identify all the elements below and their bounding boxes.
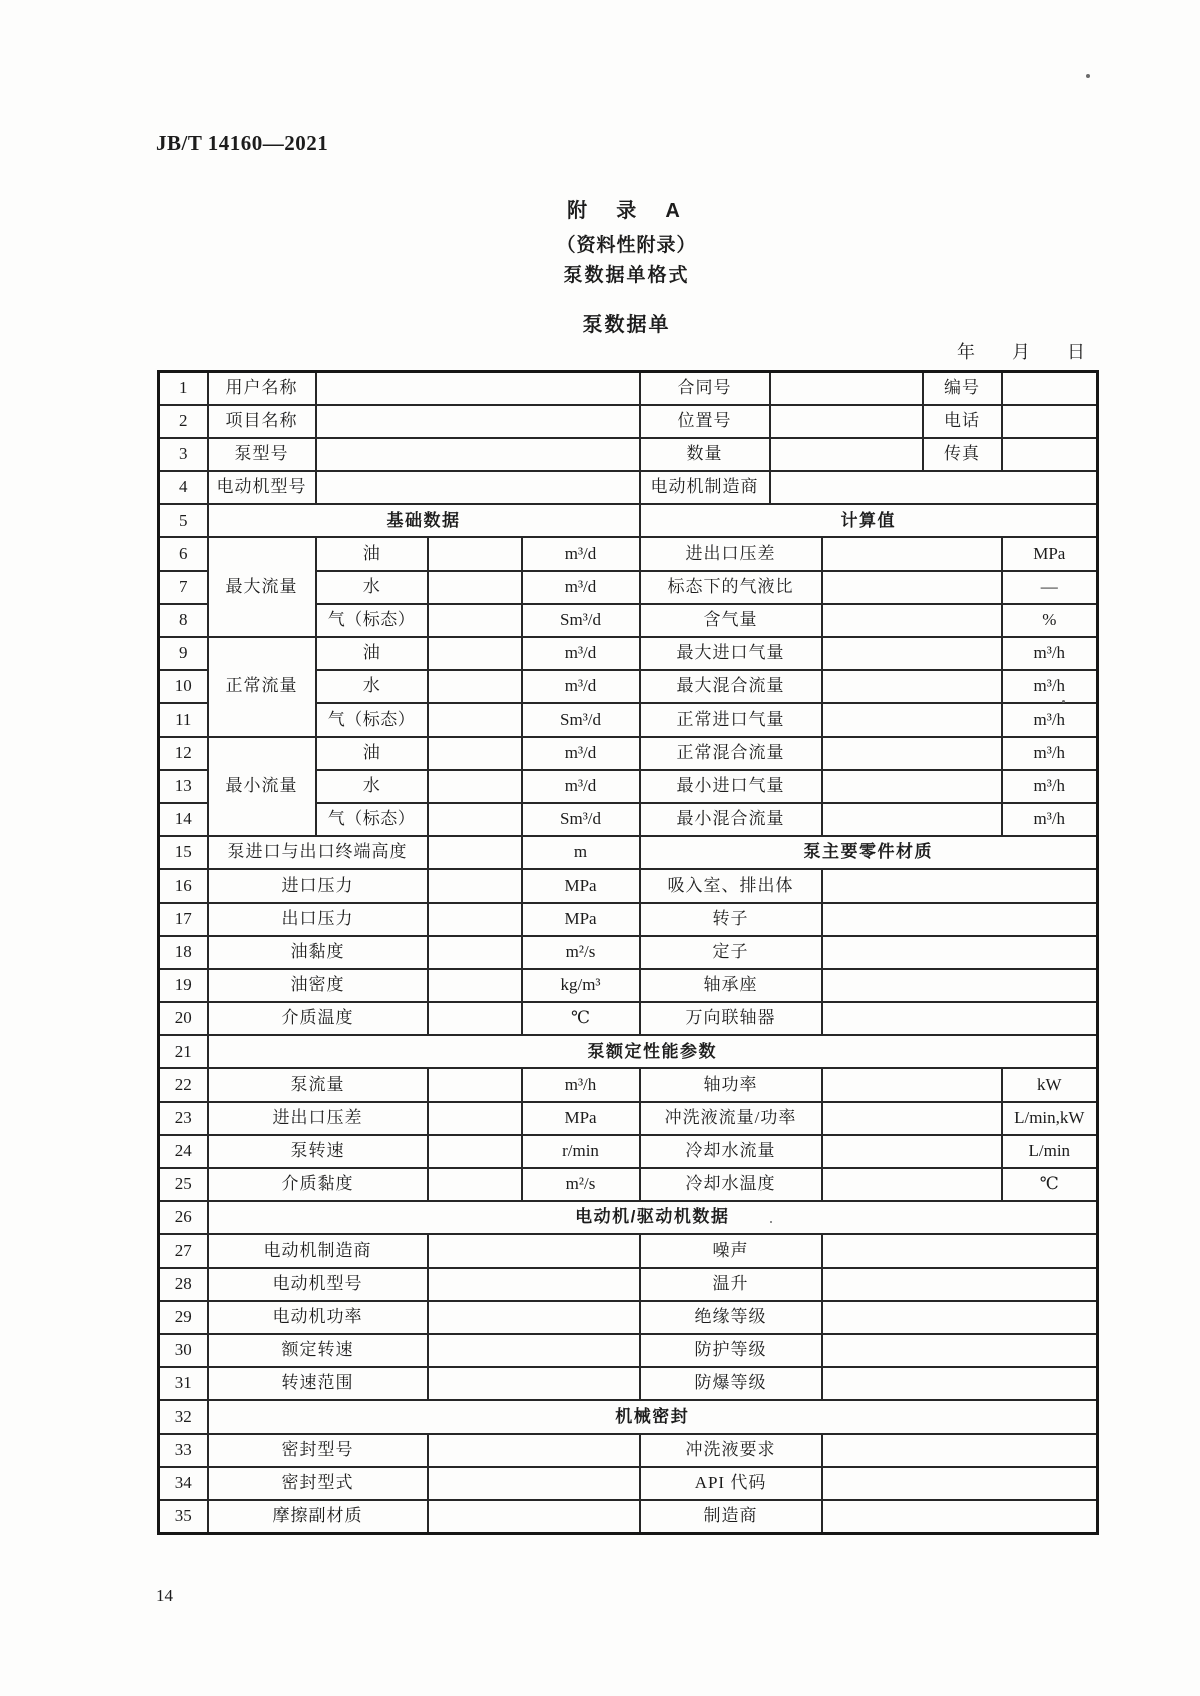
table-row [159, 1234, 1098, 1267]
field-value [428, 1334, 640, 1367]
row-number: 1 [159, 372, 208, 405]
table-row [159, 1135, 1098, 1168]
field-label: 用户名称 [208, 372, 316, 405]
field-value [822, 1301, 1098, 1334]
unit-label: m³/d [522, 770, 640, 803]
field-value [428, 1367, 640, 1400]
unit-label: Sm³/d [522, 703, 640, 736]
sub-label: 气（标态） [316, 703, 428, 736]
field-value [822, 903, 1098, 936]
field-label: 万向联轴器 [640, 1002, 822, 1035]
field-value [428, 869, 522, 902]
field-value [428, 903, 522, 936]
field-value [770, 405, 923, 438]
field-value [770, 471, 1098, 504]
table-row [159, 1334, 1098, 1367]
field-value [428, 1234, 640, 1267]
field-value [822, 803, 1002, 836]
row-number: 20 [159, 1002, 208, 1035]
table-row [159, 1068, 1098, 1101]
unit-label: Sm³/d [522, 604, 640, 637]
section-header: 机械密封 [208, 1400, 1098, 1433]
field-label: 正常进口气量 [640, 703, 822, 736]
table-row [159, 405, 1098, 438]
field-label: 电动机型号 [208, 1268, 428, 1301]
row-number: 30 [159, 1334, 208, 1367]
row-number: 22 [159, 1068, 208, 1101]
date-month-label: 月 [1012, 342, 1031, 362]
field-label: 油密度 [208, 969, 428, 1002]
unit-label: m³/d [522, 571, 640, 604]
section-header: 泵额定性能参数 [208, 1035, 1098, 1068]
field-value [428, 1068, 522, 1101]
field-label: 密封型式 [208, 1467, 428, 1500]
table-row [159, 1268, 1098, 1301]
unit-label: — [1002, 571, 1098, 604]
sub-label: 油 [316, 637, 428, 670]
field-value [822, 1102, 1002, 1135]
group-label: 正常流量 [208, 637, 316, 737]
unit-label: kW [1002, 1068, 1098, 1101]
table-row [159, 1002, 1098, 1035]
unit-label: MPa [522, 1102, 640, 1135]
field-value [822, 936, 1098, 969]
field-label: 电动机型号 [208, 471, 316, 504]
sub-label: 水 [316, 670, 428, 703]
unit-label: L/min [1002, 1135, 1098, 1168]
section-header: 计算值 [640, 504, 1098, 537]
table-row [159, 936, 1098, 969]
row-number: 17 [159, 903, 208, 936]
row-number: 32 [159, 1400, 208, 1433]
field-value [428, 571, 522, 604]
field-label: 介质黏度 [208, 1168, 428, 1201]
field-value [822, 1168, 1002, 1201]
field-value [822, 1002, 1098, 1035]
row-number: 28 [159, 1268, 208, 1301]
field-value [428, 703, 522, 736]
scan-speck [1062, 700, 1065, 703]
field-label: 密封型号 [208, 1434, 428, 1467]
unit-label: Sm³/d [522, 803, 640, 836]
field-value [822, 1135, 1002, 1168]
field-value [822, 571, 1002, 604]
field-label: 泵型号 [208, 438, 316, 471]
field-label: 转子 [640, 903, 822, 936]
field-label: 进出口压差 [208, 1102, 428, 1135]
row-number: 14 [159, 803, 208, 836]
field-label: 泵进口与出口终端高度 [208, 836, 428, 869]
field-label: 最小进口气量 [640, 770, 822, 803]
field-value [822, 1068, 1002, 1101]
field-value [428, 604, 522, 637]
field-value [822, 604, 1002, 637]
field-label: 正常混合流量 [640, 737, 822, 770]
field-label: 冲洗液流量/功率 [640, 1102, 822, 1135]
unit-label: MPa [522, 903, 640, 936]
field-value [822, 737, 1002, 770]
field-label: 定子 [640, 936, 822, 969]
table-row [159, 1035, 1098, 1068]
sub-label: 水 [316, 571, 428, 604]
field-label: 泵流量 [208, 1068, 428, 1101]
row-number: 26 [159, 1201, 208, 1234]
unit-label: m³/h [522, 1068, 640, 1101]
field-value [316, 471, 640, 504]
row-number: 19 [159, 969, 208, 1002]
field-label: 出口压力 [208, 903, 428, 936]
row-number: 24 [159, 1135, 208, 1168]
unit-label: m³/h [1002, 770, 1098, 803]
group-label: 最小流量 [208, 737, 316, 837]
unit-label: m [522, 836, 640, 869]
field-value [428, 670, 522, 703]
table-row [159, 1434, 1098, 1467]
field-label: 合同号 [640, 372, 770, 405]
unit-label: % [1002, 604, 1098, 637]
field-label: 转速范围 [208, 1367, 428, 1400]
pump-data-table [157, 370, 1099, 1535]
row-number: 12 [159, 737, 208, 770]
table-row [159, 969, 1098, 1002]
field-label: 绝缘等级 [640, 1301, 822, 1334]
table-row [159, 438, 1098, 471]
appendix-note: （资料性附录） [556, 235, 697, 256]
unit-label: m³/d [522, 537, 640, 570]
sub-label: 油 [316, 737, 428, 770]
field-value [822, 537, 1002, 570]
field-label: 防爆等级 [640, 1367, 822, 1400]
field-label: 位置号 [640, 405, 770, 438]
field-label: 编号 [923, 372, 1002, 405]
field-value [822, 969, 1098, 1002]
table-row [159, 836, 1098, 869]
unit-label: m²/s [522, 1168, 640, 1201]
field-label: 电话 [923, 405, 1002, 438]
field-label: 最大进口气量 [640, 637, 822, 670]
row-number: 25 [159, 1168, 208, 1201]
row-number: 13 [159, 770, 208, 803]
field-label: 摩擦副材质 [208, 1500, 428, 1533]
unit-label: m³/h [1002, 737, 1098, 770]
field-value [428, 1102, 522, 1135]
field-value [770, 372, 923, 405]
sub-label: 油 [316, 537, 428, 570]
field-value [822, 1234, 1098, 1267]
field-label: 冲洗液要求 [640, 1434, 822, 1467]
field-value [428, 1500, 640, 1533]
field-label: API 代码 [640, 1467, 822, 1500]
field-label: 电动机制造商 [208, 1234, 428, 1267]
field-value [428, 1467, 640, 1500]
sheet-title: 泵数据单 [582, 314, 671, 336]
appendix-title: 附 录 A [567, 200, 686, 222]
field-value [428, 1301, 640, 1334]
field-value [316, 372, 640, 405]
field-label: 最大混合流量 [640, 670, 822, 703]
row-number: 4 [159, 471, 208, 504]
field-value [822, 869, 1098, 902]
field-label: 电动机制造商 [640, 471, 770, 504]
unit-label: MPa [1002, 537, 1098, 570]
field-value [822, 1467, 1098, 1500]
scan-speck [770, 1221, 772, 1223]
row-number: 5 [159, 504, 208, 537]
field-value [428, 737, 522, 770]
row-number: 6 [159, 537, 208, 570]
field-label: 数量 [640, 438, 770, 471]
field-value [428, 770, 522, 803]
unit-label: m³/h [1002, 703, 1098, 736]
field-value [428, 969, 522, 1002]
section-header: 电动机/驱动机数据 [208, 1201, 1098, 1234]
table-row [159, 1168, 1098, 1201]
date-line [157, 338, 1096, 364]
field-label: 进出口压差 [640, 537, 822, 570]
row-number: 15 [159, 836, 208, 869]
field-value [428, 1268, 640, 1301]
field-value [822, 1268, 1098, 1301]
field-label: 传真 [923, 438, 1002, 471]
table-row [159, 903, 1098, 936]
row-number: 10 [159, 670, 208, 703]
unit-label: m³/d [522, 637, 640, 670]
field-label: 进口压力 [208, 869, 428, 902]
unit-label: m³/d [522, 670, 640, 703]
field-value [316, 405, 640, 438]
field-label: 制造商 [640, 1500, 822, 1533]
field-value [822, 670, 1002, 703]
pump-data-table-body [159, 372, 1098, 1534]
field-label: 最小混合流量 [640, 803, 822, 836]
field-label: 防护等级 [640, 1334, 822, 1367]
field-value [822, 1367, 1098, 1400]
table-row [159, 1367, 1098, 1400]
row-number: 34 [159, 1467, 208, 1500]
field-label: 温升 [640, 1268, 822, 1301]
field-value [428, 1002, 522, 1035]
field-value [822, 1500, 1098, 1533]
unit-label: m³/h [1002, 803, 1098, 836]
unit-label: L/min,kW [1002, 1102, 1098, 1135]
field-label: 吸入室、排出体 [640, 869, 822, 902]
field-value [1002, 405, 1098, 438]
date-day-label: 日 [1067, 342, 1086, 362]
sub-label: 气（标态） [316, 803, 428, 836]
field-value [822, 1434, 1098, 1467]
field-label: 额定转速 [208, 1334, 428, 1367]
field-label: 介质温度 [208, 1002, 428, 1035]
table-row [159, 637, 1098, 670]
table-row [159, 1400, 1098, 1433]
field-value [1002, 372, 1098, 405]
unit-label: m³/h [1002, 637, 1098, 670]
unit-label: r/min [522, 1135, 640, 1168]
table-row [159, 869, 1098, 902]
row-number: 3 [159, 438, 208, 471]
section-header: 基础数据 [208, 504, 640, 537]
table-row [159, 372, 1098, 405]
unit-label: m³/h [1002, 670, 1098, 703]
field-value [770, 438, 923, 471]
field-label: 标态下的气液比 [640, 571, 822, 604]
row-number: 18 [159, 936, 208, 969]
row-number: 35 [159, 1500, 208, 1533]
row-number: 16 [159, 869, 208, 902]
unit-label: kg/m³ [522, 969, 640, 1002]
unit-label: m²/s [522, 936, 640, 969]
row-number: 29 [159, 1301, 208, 1334]
unit-label: ℃ [522, 1002, 640, 1035]
table-row [159, 1201, 1098, 1234]
field-value [822, 1334, 1098, 1367]
appendix-subtitle: 泵数据单格式 [563, 265, 690, 286]
row-number: 8 [159, 604, 208, 637]
field-value [428, 803, 522, 836]
table-row [159, 737, 1098, 770]
field-value [428, 836, 522, 869]
field-value [428, 537, 522, 570]
field-value [428, 936, 522, 969]
field-label: 轴功率 [640, 1068, 822, 1101]
row-number: 7 [159, 571, 208, 604]
date-year-label: 年 [957, 342, 976, 362]
field-label: 冷却水流量 [640, 1135, 822, 1168]
row-number: 33 [159, 1434, 208, 1467]
standard-code: JB/T 14160—2021 [156, 131, 329, 155]
unit-label: m³/d [522, 737, 640, 770]
row-number: 23 [159, 1102, 208, 1135]
unit-label: MPa [522, 869, 640, 902]
table-row [159, 471, 1098, 504]
field-label: 泵转速 [208, 1135, 428, 1168]
field-value [428, 1434, 640, 1467]
scan-speck [1086, 74, 1090, 78]
row-number: 31 [159, 1367, 208, 1400]
field-value [822, 770, 1002, 803]
row-number: 21 [159, 1035, 208, 1068]
field-label: 油黏度 [208, 936, 428, 969]
field-label: 项目名称 [208, 405, 316, 438]
row-number: 2 [159, 405, 208, 438]
table-row [159, 1102, 1098, 1135]
unit-label: ℃ [1002, 1168, 1098, 1201]
table-row [159, 1301, 1098, 1334]
table-row [159, 1467, 1098, 1500]
field-value [428, 1135, 522, 1168]
row-number: 11 [159, 703, 208, 736]
section-header: 泵主要零件材质 [640, 836, 1098, 869]
sub-label: 水 [316, 770, 428, 803]
field-value [316, 438, 640, 471]
page-number: 14 [156, 1586, 173, 1605]
field-value [428, 637, 522, 670]
row-number: 27 [159, 1234, 208, 1267]
field-value [428, 1168, 522, 1201]
row-number: 9 [159, 637, 208, 670]
field-value [1002, 438, 1098, 471]
table-row [159, 537, 1098, 570]
field-label: 含气量 [640, 604, 822, 637]
field-label: 电动机功率 [208, 1301, 428, 1334]
table-row [159, 504, 1098, 537]
field-value [822, 637, 1002, 670]
table-row [159, 1500, 1098, 1533]
group-label: 最大流量 [208, 537, 316, 637]
sub-label: 气（标态） [316, 604, 428, 637]
field-label: 冷却水温度 [640, 1168, 822, 1201]
field-label: 噪声 [640, 1234, 822, 1267]
field-value [822, 703, 1002, 736]
field-label: 轴承座 [640, 969, 822, 1002]
